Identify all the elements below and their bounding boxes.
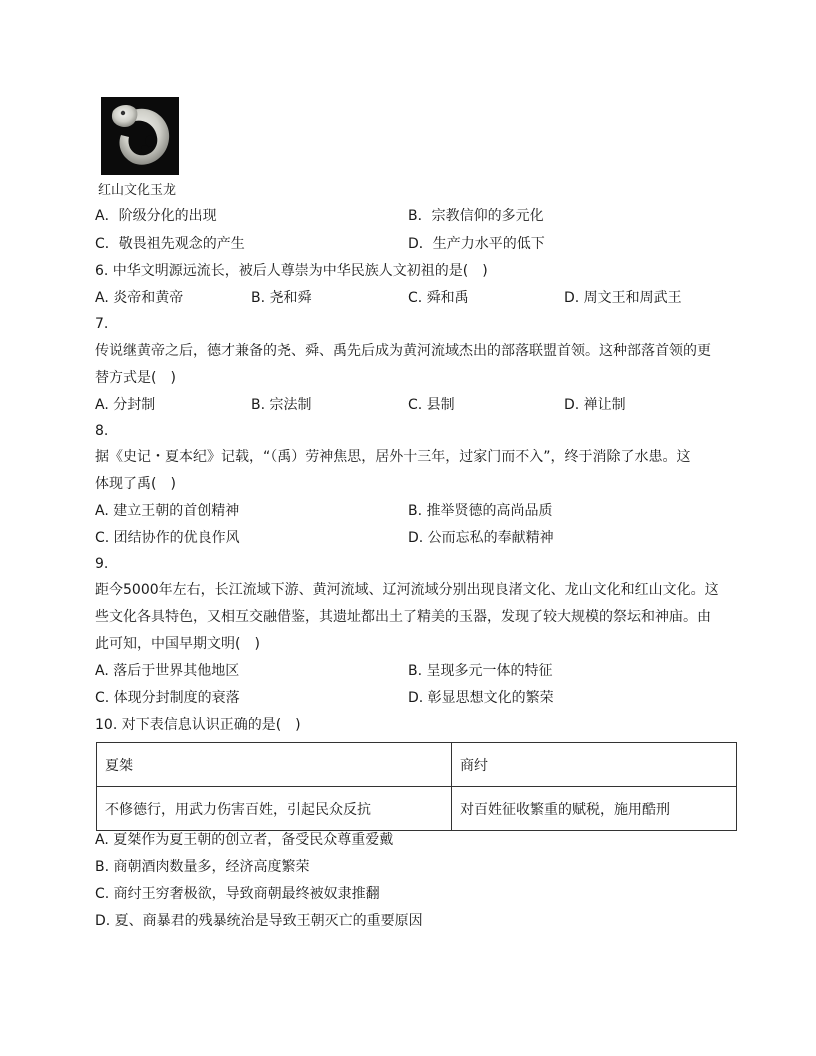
q7-option-a: A. 分封制	[95, 397, 156, 413]
table-row	[97, 787, 737, 831]
q10-table	[96, 742, 737, 831]
table-cell: 对百姓征收繁重的赋税，施用酷刑	[452, 787, 737, 831]
q7-option-b: B. 宗法制	[251, 397, 312, 413]
q5-option-a: A．阶级分化的出现	[95, 208, 217, 224]
q6-option-b: B. 尧和舜	[251, 290, 312, 306]
q9-option-a: A. 落后于世界其他地区	[95, 663, 240, 679]
q8-number: 8.	[95, 423, 109, 439]
q9-number: 9.	[95, 556, 109, 572]
q7-stem-line1: 传说继黄帝之后，德才兼备的尧、舜、禹先后成为黄河流域杰出的部落联盟首领。这种部落首领的更	[95, 343, 711, 359]
q8-stem-line1: 据《史记・夏本纪》记载，“（禹）劳神焦思，居外十三年，过家门而不入”，终于消除了水患。这	[95, 449, 691, 465]
q6-option-a: A. 炎帝和黄帝	[95, 290, 184, 306]
q6-option-c: C. 舜和禹	[408, 290, 469, 306]
q9-stem-line2: 些文化各具特色，又相互交融借鉴，其遗址都出土了精美的玉器，发现了较大规模的祭坛和神庙。由	[95, 609, 711, 625]
q9-stem-line1: 距今5000年左右，长江流域下游、黄河流域、辽河流域分别出现良渚文化、龙山文化和红山文化。这	[95, 582, 719, 598]
q10-option-b: B. 商朝酒肉数量多，经济高度繁荣	[95, 859, 310, 875]
q7-number: 7.	[95, 316, 109, 332]
q8-stem-line2: 体现了禹( )	[95, 476, 176, 492]
q6-option-d: D. 周文王和周武王	[564, 290, 682, 306]
q10-stem: 10. 对下表信息认识正确的是( )	[95, 717, 301, 733]
table-header-cell: 商纣	[452, 743, 737, 787]
q8-option-b: B. 推举贤德的高尚品质	[408, 503, 553, 519]
table-cell: 不修德行，用武力伤害百姓，引起民众反抗	[97, 787, 452, 831]
table-header-row	[97, 743, 737, 787]
q10-option-a: A. 夏桀作为夏王朝的创立者，备受民众尊重爱戴	[95, 832, 394, 848]
jade-dragon-image	[101, 97, 179, 175]
q8-option-c: C. 团结协作的优良作风	[95, 530, 240, 546]
q9-option-d: D. 彰显思想文化的繁荣	[408, 690, 554, 706]
jade-dragon-icon	[101, 97, 179, 175]
q5-option-d: D．生产力水平的低下	[408, 236, 545, 252]
q9-option-c: C. 体现分封制度的衰落	[95, 690, 240, 706]
q5-option-b: B．宗教信仰的多元化	[408, 208, 544, 224]
q7-option-c: C. 县制	[408, 397, 455, 413]
q5-option-c: C．敬畏祖先观念的产生	[95, 236, 245, 252]
q7-stem-line2: 替方式是( )	[95, 370, 176, 386]
q9-option-b: B. 呈现多元一体的特征	[408, 663, 553, 679]
q8-option-d: D. 公而忘私的奉献精神	[408, 530, 554, 546]
q7-option-d: D. 禅让制	[564, 397, 626, 413]
q6-stem: 6. 中华文明源远流长，被后人尊崇为中华民族人文初祖的是( )	[95, 263, 488, 279]
q10-option-c: C. 商纣王穷奢极欲，导致商朝最终被奴隶推翻	[95, 886, 380, 902]
q10-option-d: D. 夏、商暴君的残暴统治是导致王朝灭亡的重要原因	[95, 913, 423, 929]
q9-stem-line3: 此可知，中国早期文明( )	[95, 636, 260, 652]
q8-option-a: A. 建立王朝的首创精神	[95, 503, 240, 519]
table-header-cell: 夏桀	[97, 743, 452, 787]
figure-caption: 红山文化玉龙	[98, 183, 177, 198]
